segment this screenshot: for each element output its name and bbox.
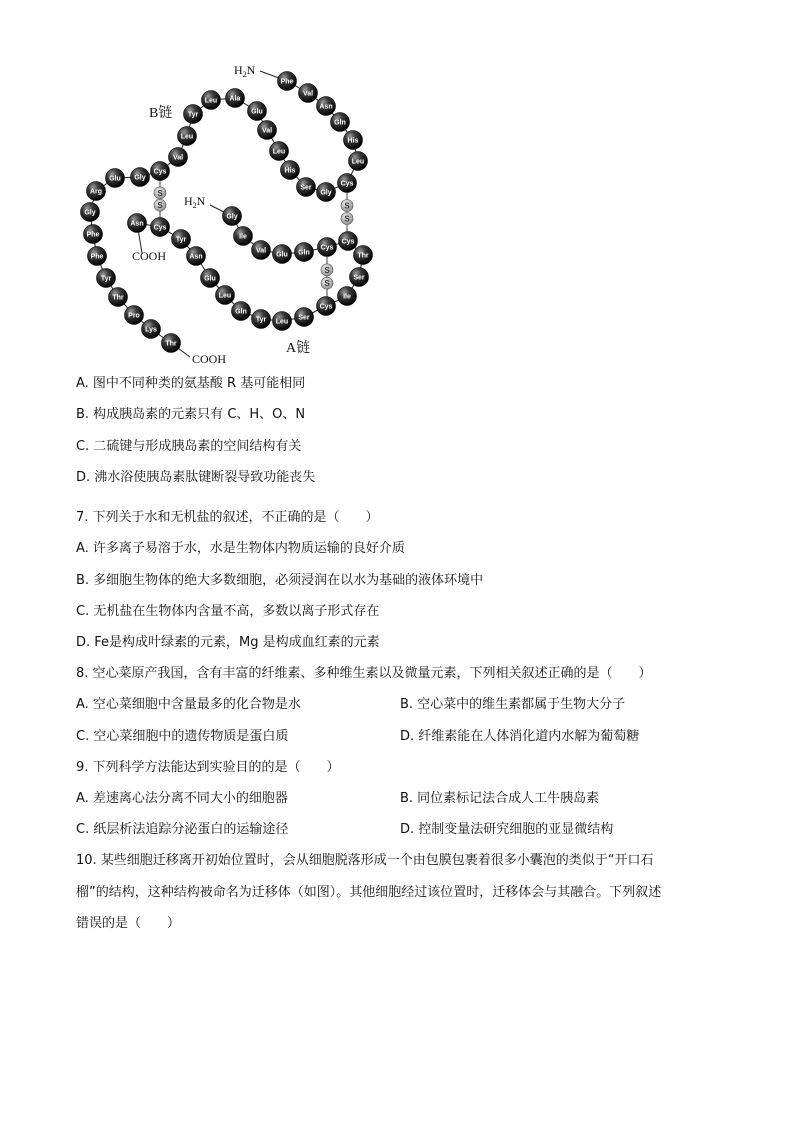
b-chain-residue [281,161,300,180]
b-chain-residue [88,247,107,266]
q7-stem: 7. 下列关于水和无机盐的叙述，不正确的是（ ） [76,510,379,525]
q8-option-d: D. 纤维素能在人体消化道内水解为葡萄糖 [400,729,640,744]
q10-stem-line2: 榴”的结构，这种结构被命名为迁移体（如图）。其他细胞经过该位置时，迁移体会与其融合。下列叙述 [76,885,662,900]
b-chain-residue-label: His [347,137,359,145]
a-chain-carboxyl-terminus: COOH [132,249,167,263]
b-chain-residue-label: Phe [86,231,100,239]
a-chain-residue [252,310,271,329]
q6-option-b: B. 构成胰岛素的元素只有 C、H、O、N [76,407,306,422]
sulfur-label: S [344,214,350,224]
b-chain-residue [142,320,161,339]
sulfur-label: S [324,279,330,289]
a-chain-residue-label: Cys [341,238,355,246]
a-chain-residue [252,241,271,260]
q8-option-b: B. 空心菜中的维生素都属于生物大分子 [400,697,626,712]
b-chain-residue [162,334,181,353]
a-chain-residue [232,302,251,321]
b-chain-residue-label: Glu [109,175,121,183]
b-chain-residue-label: His [284,167,296,175]
sulfur-atom [154,187,166,199]
b-chain-residue [299,84,318,103]
q7-option-d: D. Fe是构成叶绿素的元素，Mg 是构成血红素的元素 [76,635,380,650]
a-chain-residue-label: Glu [276,251,288,259]
b-chain-residue-label: Gly [320,189,332,197]
a-chain-residue-label: Tyr [255,316,267,324]
b-chain-residue-label: Arg [89,188,103,196]
a-chain-residue-label: Glu [204,275,216,283]
b-chain-residue [344,131,363,150]
q10-stem-line3: 错误的是（ ） [76,916,181,931]
a-chain-residue-label: Leu [218,292,232,300]
b-chain-residue-label: Val [172,154,184,162]
sulfur-atom [341,200,353,212]
b-chain-carboxyl-terminus: COOH [192,352,227,366]
sulfur-atom [321,264,333,276]
b-chain-residue-label: Ala [229,95,241,103]
q7-option-a: A. 许多离子易溶于水，水是生物体内物质运输的良好介质 [76,541,405,556]
a-chain-residue [339,232,358,251]
b-chain-residue-label: Cys [153,168,167,176]
b-chain-residue-label: Pro [128,312,140,320]
q6-option-d: D. 沸水浴使胰岛素肽键断裂导致功能丧失 [76,470,316,485]
b-chain-residue [258,121,277,140]
insulin-diagram [60,55,390,375]
b-chain-label: B链 [149,106,173,121]
a-chain-residue-label: Ile [343,293,351,301]
b-chain-residue-label: Thr [112,294,124,302]
a-chain-residue [273,245,292,264]
sulfur-label: S [157,188,163,198]
b-chain-residue-label: Gln [334,119,346,127]
a-chain-residue [317,297,336,316]
q8-stem: 8. 空心菜原产我国，含有丰富的纤维素、多种维生素以及微量元素，下列相关叙述正确的是（ ） [76,666,652,681]
sulfur-label: S [157,201,163,211]
a-chain-residue [151,218,170,237]
b-chain-residue [226,89,245,108]
q9-option-d: D. 控制变量法研究细胞的亚显微结构 [400,822,614,837]
b-chain-residue-label: Gly [84,209,96,217]
b-chain-residue-label: Ser [300,184,312,192]
a-chain-residue [201,269,220,288]
q9-option-c: C. 纸层析法追踪分泌蛋白的运输途径 [76,822,289,837]
a-chain-residue [234,227,253,246]
b-chain-residue-label: Leu [180,133,194,141]
b-chain-residue [297,178,316,197]
b-chain-residue [106,169,125,188]
b-chain-residue [97,269,116,288]
b-chain-residue-label: Phe [90,253,104,261]
b-chain-residue [202,91,221,110]
a-chain-label: A链 [286,341,311,356]
a-chain-residue-label: Cys [153,224,167,232]
b-chain-residue-label: Lys [145,326,157,334]
a-chain-residue-label: Gln [298,249,310,257]
q9-option-a: A. 差速离心法分离不同大小的细胞器 [76,791,288,806]
q6-option-c: C. 二硫键与形成胰岛素的空间结构有关 [76,439,302,454]
b-chain-residue [184,105,203,124]
a-chain-residue-label: Gln [235,308,247,316]
b-chain-residue [125,306,144,325]
b-chain-residue [151,162,170,181]
b-chain-residue-label: Thr [165,340,177,348]
b-chain-residue [169,148,188,167]
a-chain-residue-label: Tyr [175,236,187,244]
q7-option-b: B. 多细胞生物体的绝大多数细胞，必须浸润在以水为基础的液体环境中 [76,573,484,588]
a-chain-residue [295,243,314,262]
a-chain-residue-label: Leu [275,318,289,326]
b-chain-residue-label: Cys [340,180,354,188]
b-chain-residue [87,182,106,201]
a-chain-residue [223,207,242,226]
a-chain-residue [172,230,191,249]
q8-option-a: A. 空心菜细胞中含量最多的化合物是水 [76,697,301,712]
b-chain-residue-label: Tyr [100,275,112,283]
b-chain-residue [109,288,128,307]
b-chain-residue-label: Leu [272,148,286,156]
b-chain-residue-label: Val [261,127,273,135]
sulfur-atom [154,199,166,211]
b-chain-residue-label: Glu [251,108,263,116]
a-chain-residue-label: Cys [320,244,334,252]
a-chain-residue [216,286,235,305]
b-chain-residue [317,97,336,116]
sulfur-label: S [344,201,350,211]
a-chain-residue-label: Val [255,247,267,255]
a-chain-residue-label: Gly [226,213,238,221]
insulin-structure-figure [60,55,390,375]
b-chain-residue [248,102,267,121]
a-chain-residue [338,287,357,306]
b-chain-residue-label: Tyr [187,111,199,119]
sulfur-atom [341,213,353,225]
b-chain-residue [178,127,197,146]
a-chain-residue-label: Ile [239,233,247,241]
sulfur-label: S [324,265,330,275]
a-chain-residue-label: Asn [189,253,203,261]
b-chain-residue [317,183,336,202]
q6-option-a: A. 图中不同种类的氨基酸 R 基可能相同 [76,376,306,391]
b-chain-residue [131,168,150,187]
a-chain-residue [295,308,314,327]
q9-option-b: B. 同位素标记法合成人工牛胰岛素 [400,791,600,806]
a-chain-residue [318,238,337,257]
b-chain-residue-label: Val [302,90,314,98]
q7-option-c: C. 无机盐在生物体内含量不高，多数以离子形式存在 [76,604,380,619]
b-chain-amino-terminus: $H_2N$ [234,63,256,79]
a-chain-residue [354,246,373,265]
b-chain-residue [338,174,357,193]
b-chain-residue [81,203,100,222]
q8-option-c: C. 空心菜细胞中的遗传物质是蛋白质 [76,729,289,744]
a-chain-residue [187,247,206,266]
a-chain-residue-label: Ser [353,274,365,282]
b-chain-residue [278,72,297,91]
a-chain-residue [273,312,292,331]
a-chain-amino-terminus: $H_2N$ [184,194,206,210]
b-chain-residue-label: Asn [319,103,333,111]
b-chain-residue-label: Phe [280,78,294,86]
a-chain-residue-label: Cys [319,303,333,311]
q10-stem-line1: 10. 某些细胞迁移离开初始位置时，会从细胞脱落形成一个由包膜包裹着很多小囊泡的类似于“开口石 [76,853,654,868]
b-chain-residue [270,142,289,161]
b-chain-residue [331,113,350,132]
a-chain-residue-label: Thr [357,252,369,260]
b-chain-residue [349,152,368,171]
q9-stem: 9. 下列科学方法能达到实验目的的是（ ） [76,760,340,775]
b-chain-residue [84,225,103,244]
b-chain-residue-label: Leu [351,158,365,166]
b-chain-residue-label: Gly [134,174,146,182]
sulfur-atom [321,277,333,289]
a-chain-residue-label: Asn [130,220,144,228]
a-chain-residue [350,268,369,287]
b-chain-residue-label: Leu [204,97,218,105]
a-chain-residue [128,214,147,233]
a-chain-residue-label: Ser [298,314,310,322]
